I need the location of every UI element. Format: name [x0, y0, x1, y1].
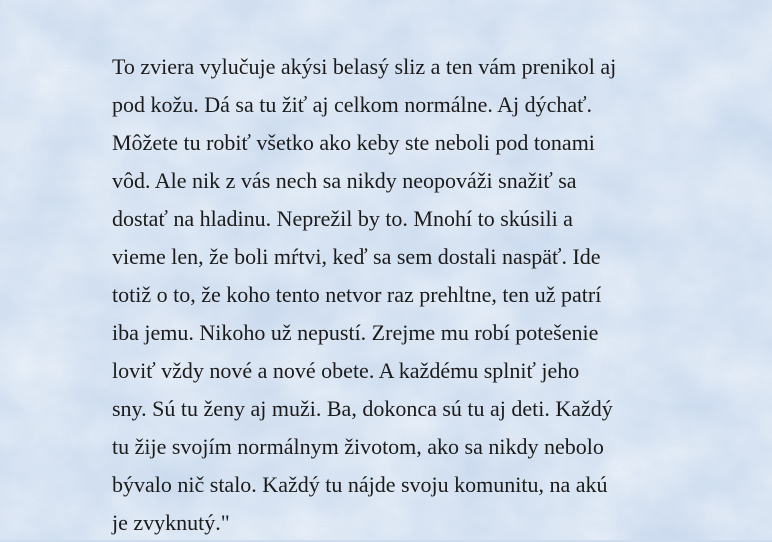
text-line: To zviera vylučuje akýsi belasý sliz a ten vám prenikol aj	[112, 54, 617, 79]
text-line: vôd. Ale nik z vás nech sa nikdy neopováži snažiť sa	[112, 168, 577, 193]
text-line: tu žije svojím normálnym životom, ako sa nikdy nebolo	[112, 434, 604, 459]
text-line: bývalo nič stalo. Každý tu nájde svoju komunitu, na akú	[112, 472, 608, 497]
text-line: iba jemu. Nikoho už nepustí. Zrejme mu robí potešenie	[112, 320, 599, 345]
text-line: vieme len, že boli mŕtvi, keď sa sem dostali naspäť. Ide	[112, 244, 601, 269]
text-line: totiž o to, že koho tento netvor raz prehltne, ten už patrí	[112, 282, 602, 307]
text-line: dostať na hladinu. Neprežil by to. Mnohí to skúsili a	[112, 206, 573, 231]
text-line: pod kožu. Dá sa tu žiť aj celkom normálne. Aj dýchať.	[112, 92, 593, 117]
text-line: je zvyknutý."	[112, 510, 230, 535]
text-line: sny. Sú tu ženy aj muži. Ba, dokonca sú tu aj deti. Každý	[112, 396, 613, 421]
text-line: loviť vždy nové a nové obete. A každému splniť jeho	[112, 358, 580, 383]
document-paragraph	[112, 48, 668, 542]
text-line: Môžete tu robiť všetko ako keby ste neboli pod tonami	[112, 130, 595, 155]
